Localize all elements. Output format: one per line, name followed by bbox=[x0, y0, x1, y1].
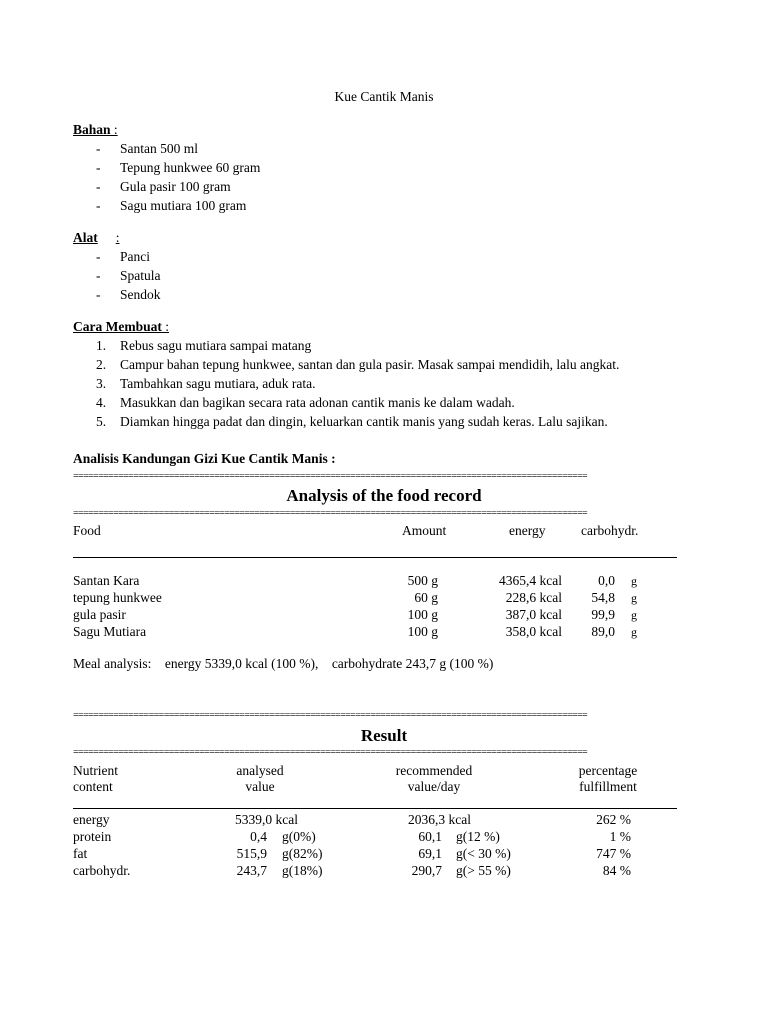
food-carb: 54,8 bbox=[591, 590, 615, 605]
food-energy: 228,6 kcal bbox=[505, 590, 562, 605]
equals-divider: ====================================================================================================== bbox=[73, 509, 588, 519]
step-text: Diamkan hingga padat dan dingin, keluarkan cantik manis yang sudah keras. Lalu sajikan. bbox=[120, 414, 608, 429]
step-text: Rebus sagu mutiara sampai matang bbox=[120, 338, 312, 353]
step-number: 4. bbox=[96, 395, 107, 410]
list-item: Gula pasir 100 gram bbox=[120, 179, 231, 194]
food-amount: 60 g bbox=[414, 590, 438, 605]
list-item: - bbox=[96, 198, 101, 213]
analysis-heading: Analisis Kandungan Gizi Kue Cantik Manis : bbox=[73, 451, 336, 466]
food-carb-unit: g bbox=[631, 625, 637, 639]
nutrient-name: protein bbox=[73, 829, 112, 844]
column-header-amount: Amount bbox=[402, 523, 447, 538]
list-item: - bbox=[96, 249, 101, 264]
list-item: - bbox=[96, 141, 101, 156]
analysed-value: 0,4 bbox=[250, 829, 267, 844]
recommended-pct: g(12 %) bbox=[456, 829, 500, 844]
recommended-pct: g(< 30 %) bbox=[456, 846, 511, 861]
fulfillment-value: 84 % bbox=[602, 863, 631, 878]
nutrient-name: fat bbox=[73, 846, 88, 861]
food-name: Santan Kara bbox=[73, 573, 140, 588]
equals-divider: ====================================================================================================== bbox=[73, 472, 588, 482]
food-amount: 500 g bbox=[407, 573, 438, 588]
list-item: Tepung hunkwee 60 gram bbox=[120, 160, 261, 175]
step-text: Campur bahan tepung hunkwee, santan dan gula pasir. Masak sampai mendidih, lalu angkat. bbox=[120, 357, 620, 372]
list-item: Sagu mutiara 100 gram bbox=[120, 198, 247, 213]
recommended-value: 60,1 bbox=[418, 829, 442, 844]
nutrient-name: energy bbox=[73, 812, 110, 827]
fulfillment-value: 1 % bbox=[609, 829, 631, 844]
food-carb-unit: g bbox=[631, 608, 637, 622]
column-header-content: content bbox=[73, 779, 113, 794]
column-header-fulfillment: fulfillment bbox=[579, 779, 637, 794]
food-carb: 89,0 bbox=[591, 624, 615, 639]
column-header-carbohydr: carbohydr. bbox=[581, 523, 639, 538]
result-title: Result bbox=[360, 726, 408, 745]
recommended-value: 290,7 bbox=[411, 863, 442, 878]
food-energy: 387,0 kcal bbox=[505, 607, 562, 622]
column-header-analysed: analysed bbox=[236, 763, 284, 778]
fulfillment-value: 747 % bbox=[596, 846, 631, 861]
column-header-percentage: percentage bbox=[578, 763, 638, 778]
food-carb: 99,9 bbox=[591, 607, 615, 622]
food-amount: 100 g bbox=[407, 607, 438, 622]
bahan-heading: Bahan : bbox=[73, 122, 118, 137]
column-header-recommended: recommended bbox=[395, 763, 473, 778]
cara-heading: Cara Membuat : bbox=[73, 319, 169, 334]
step-number: 1. bbox=[96, 338, 107, 353]
nutrient-name: carbohydr. bbox=[73, 863, 131, 878]
analysed-value: 5339,0 kcal bbox=[235, 812, 298, 827]
recommended-value: 69,1 bbox=[418, 846, 442, 861]
list-item: - bbox=[96, 179, 101, 194]
food-carb: 0,0 bbox=[598, 573, 615, 588]
food-energy: 358,0 kcal bbox=[505, 624, 562, 639]
alat-heading: Alat : bbox=[73, 230, 120, 245]
page-title: Kue Cantik Manis bbox=[334, 89, 434, 104]
step-text: Tambahkan sagu mutiara, aduk rata. bbox=[120, 376, 316, 391]
food-record-title: Analysis of the food record bbox=[286, 486, 482, 505]
equals-divider: ====================================================================================================== bbox=[73, 748, 588, 758]
step-number: 2. bbox=[96, 357, 107, 372]
column-header-nutrient: Nutrient bbox=[73, 763, 118, 778]
column-header-food: Food bbox=[73, 523, 101, 538]
list-item: Panci bbox=[120, 249, 150, 264]
column-header-value-day: value/day bbox=[407, 779, 461, 794]
step-number: 5. bbox=[96, 414, 107, 429]
recommended-pct: g(> 55 %) bbox=[456, 863, 511, 878]
analysed-pct: g(82%) bbox=[282, 846, 323, 861]
food-carb-unit: g bbox=[631, 591, 637, 605]
divider bbox=[73, 808, 677, 809]
analysed-pct: g(18%) bbox=[282, 863, 323, 878]
fulfillment-value: 262 % bbox=[596, 812, 631, 827]
food-carb-unit: g bbox=[631, 574, 637, 588]
recommended-value: 2036,3 kcal bbox=[408, 812, 471, 827]
food-amount: 100 g bbox=[407, 624, 438, 639]
food-name: Sagu Mutiara bbox=[73, 624, 147, 639]
list-item: - bbox=[96, 268, 101, 283]
list-item: - bbox=[96, 287, 101, 302]
food-energy: 4365,4 kcal bbox=[499, 573, 562, 588]
equals-divider: ====================================================================================================== bbox=[73, 711, 588, 721]
food-name: gula pasir bbox=[73, 607, 126, 622]
divider bbox=[73, 557, 677, 558]
analysed-pct: g(0%) bbox=[282, 829, 316, 844]
analysed-value: 515,9 bbox=[236, 846, 267, 861]
list-item: Sendok bbox=[120, 287, 161, 302]
step-number: 3. bbox=[96, 376, 107, 391]
analysed-value: 243,7 bbox=[236, 863, 267, 878]
column-header-energy: energy bbox=[509, 523, 546, 538]
list-item: - bbox=[96, 160, 101, 175]
list-item: Spatula bbox=[120, 268, 161, 283]
meal-analysis: Meal analysis: energy 5339,0 kcal (100 %), carbohydrate 243,7 g (100 %) bbox=[73, 656, 494, 671]
food-name: tepung hunkwee bbox=[73, 590, 162, 605]
step-text: Masukkan dan bagikan secara rata adonan cantik manis ke dalam wadah. bbox=[120, 395, 515, 410]
list-item: Santan 500 ml bbox=[120, 141, 198, 156]
column-header-value: value bbox=[245, 779, 275, 794]
